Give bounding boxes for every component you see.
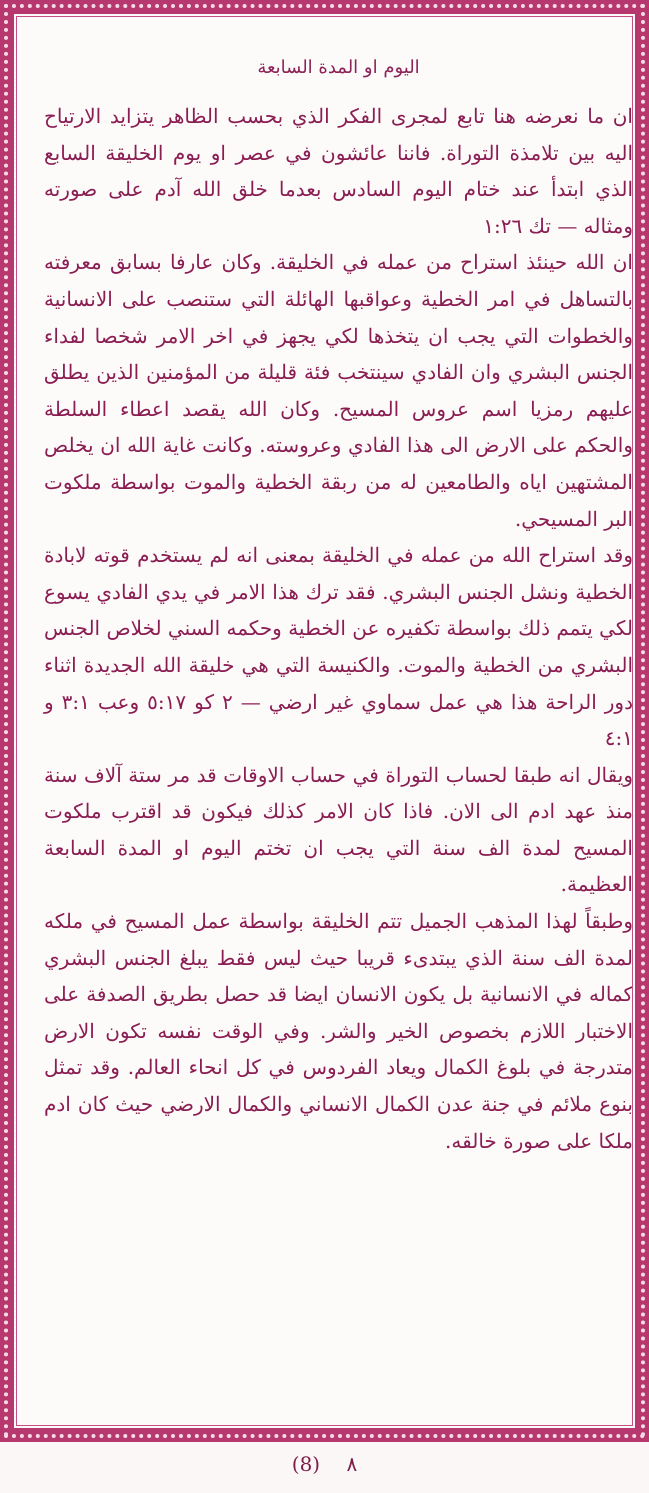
paragraph-4: ويقال انه طبقا لحساب التوراة في حساب الاوقات قد مر ستة آلاف سنة منذ عهد ادم الى الان. فاذا كان الامر كذلك فيكون قد اقترب ملكوت المسيح لمدة الف سنة التي يجب ان تختم اليوم او المدة السابعة العظيمة. (44, 762, 633, 897)
paragraph-1: ان ما نعرضه هنا تابع لمجرى الفكر الذي بحسب الظاهر يتزايد الارتياح اليه بين تلامذة التوراة. فاننا عائشون في عصر او يوم الخليقة السابع الذي ابتدأ عند ختام اليوم السادس بعدما خلق الله آدم على صورته ومثاله — تك ١:٢٦ (44, 104, 633, 238)
paragraph-5: وطبقاً لهذا المذهب الجميل تتم الخليقة بواسطة عمل المسيح في ملكه لمدة الف سنة الذي يبتدىء قريبا حيث ليس فقط يبلغ الجنس البشري كماله في الانسانية بل يكون الانسان ايضا قد حصل بطريق الصدفة على الاختبار اللازم بخصوص الخير والشر. وفي الوقت نفسه تكون الارض متدرجة في بلوغ الكمال ويعاد الفردوس في كل انحاء العالم. وقد تمثل بنوع ملائم في جنة عدن الكمال الانساني والكمال الارضي حيث كان ادم ملكا على صورة خالقه. (44, 909, 633, 1153)
page-title: اليوم او المدة السابعة (257, 57, 420, 78)
page-number-latin: (8) (291, 1452, 321, 1476)
page-content (44, 44, 633, 1434)
paragraph-3: وقد استراح الله من عمله في الخليقة بمعنى انه لم يستخدم قوته لابادة الخطية ونشل الجنس البشري. فقد ترك هذا الامر في يدي الفادي يسوع لكي يتمم ذلك بواسطة تكفيره عن الخطية وحكمه السني لخلاص الجنس البشري من الخطية والموت. والكنيسة التي هي خليقة الله الجديدة اثناء دور الراحة هذا هي عمل سماوي غير ارضي — ٢ كو ٥:١٧ وعب ٣:١ و ٤:١ (44, 543, 633, 751)
page-number-arabic: ٨ (346, 1452, 358, 1476)
page-footer (0, 1452, 649, 1476)
paragraph-2: ان الله حينئذ استراح من عمله في الخليقة. وكان عارفا بسابق معرفته بالتساهل في امر الخطية وعواقبها الهائلة التي ستنصب على الانسانية والخطوات التي يجب ان يتخذها لكي يجهز في اخر الامر شخصا لفداء الجنس البشري وان الفادي سينتخب فئة قليلة من المؤمنين الذين يطلق عليهم رمزيا اسم عروس المسيح. وكان الله يقصد اعطاء السلطة والحكم على الارض الى هذا الفادي وعروسته. وكانت غاية الله ان يخلص المشتهين اياه والطامعين له من ربقة الخطية والموت بواسطة ملكوت البر المسيحي. (44, 250, 633, 531)
